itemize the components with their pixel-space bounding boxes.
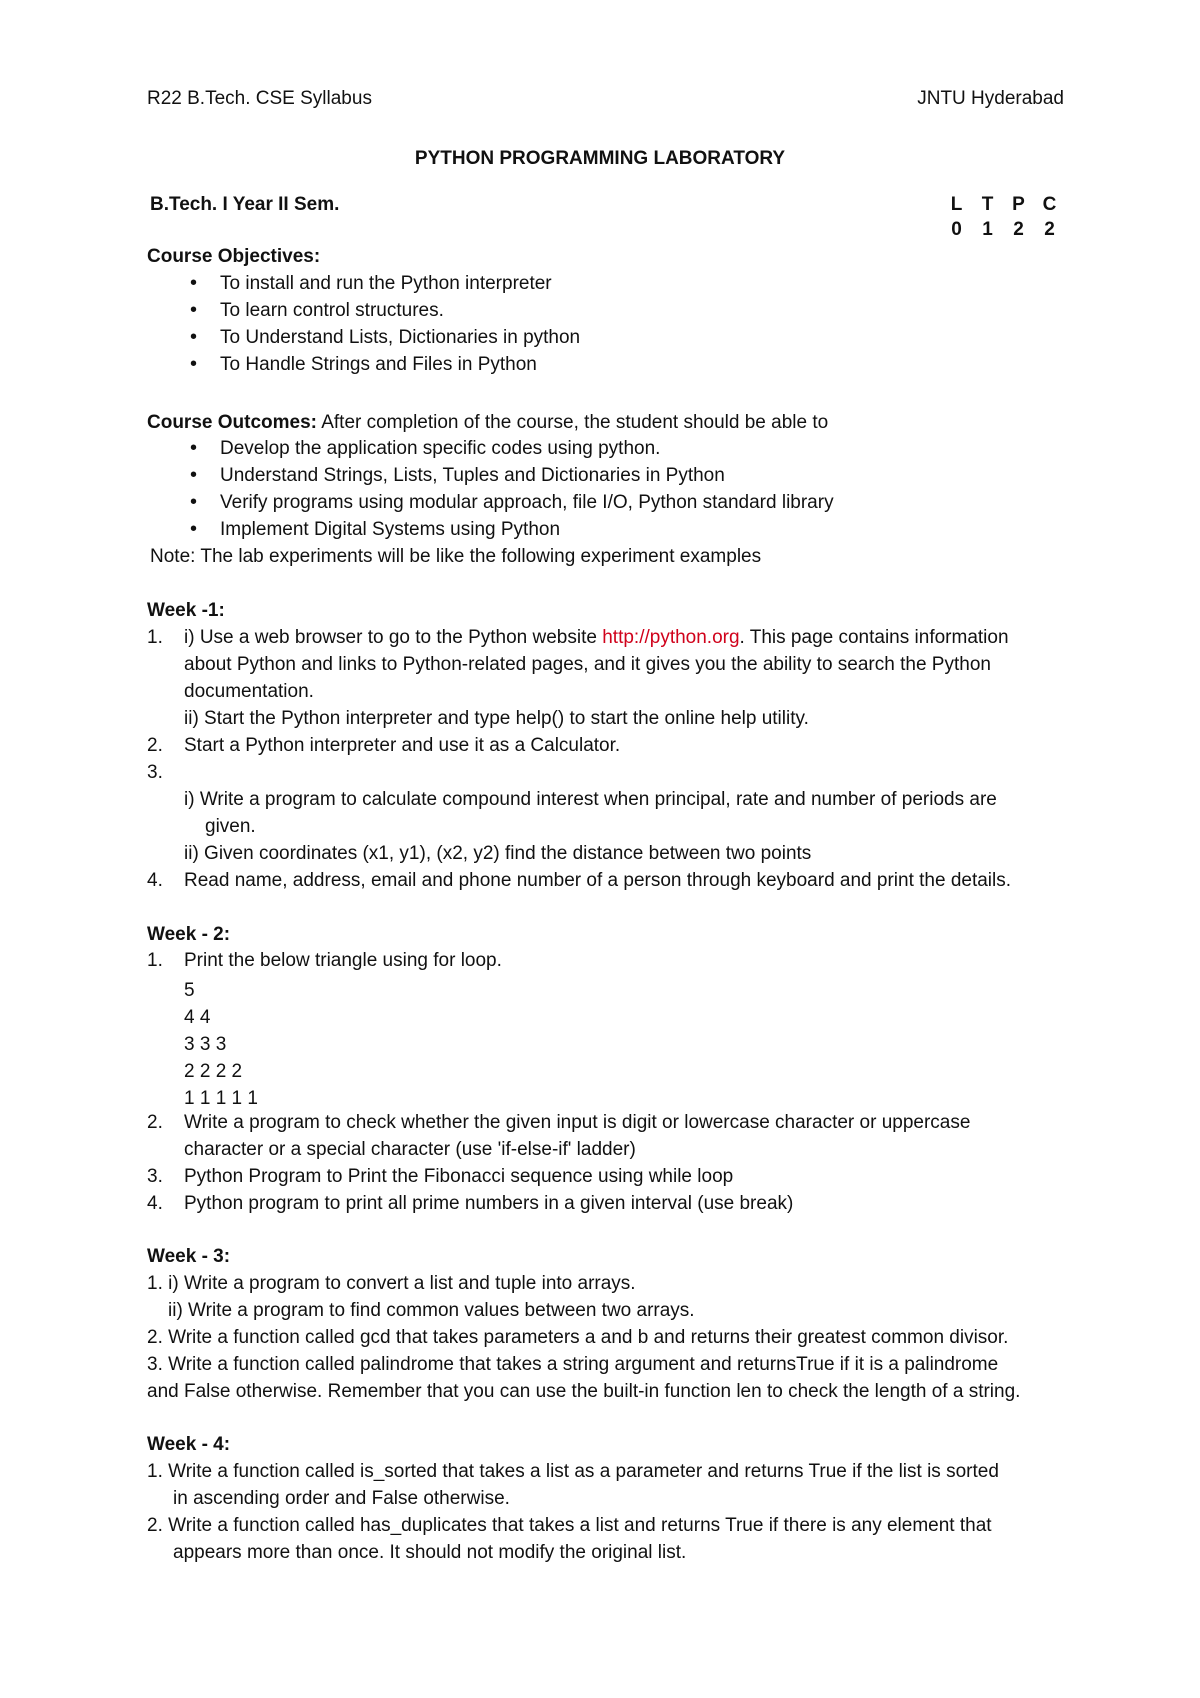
objectives-list — [147, 270, 580, 378]
week1-item1-line1 — [184, 627, 1009, 649]
ltpc-value: 2 — [1013, 219, 1024, 240]
item-number: 4. — [147, 1193, 163, 1214]
ltpc-letter: L — [950, 194, 963, 215]
semester-label: B.Tech. I Year II Sem. — [150, 194, 340, 215]
item-number: 3. — [147, 1166, 163, 1187]
week1-heading: Week -1: — [147, 600, 225, 621]
week2-item2-line1: Write a program to check whether the given input is digit or lowercase character or uppercase — [184, 1112, 971, 1133]
ltpc-letter: C — [1042, 194, 1057, 215]
list-item: • Verify programs using modular approach, file I/O, Python standard library — [147, 489, 834, 516]
week3-item1-line2: ii) Write a program to find common values between two arrays. — [168, 1300, 695, 1321]
week1-item3-line3: ii) Given coordinates (x1, y1), (x2, y2) find the distance between two points — [184, 843, 812, 864]
triangle-row: 3 3 3 — [184, 1034, 227, 1055]
week3-item3-line1: 3. Write a function called palindrome that takes a string argument and returnsTrue if it is a palindrome — [147, 1354, 999, 1375]
item-number: 3. — [147, 762, 163, 783]
list-item: • To learn control structures. — [147, 297, 580, 324]
week1-item1-line4: ii) Start the Python interpreter and type help() to start the online help utility. — [184, 708, 809, 729]
ltpc-letter: P — [1012, 194, 1025, 215]
week1-item3-line2: given. — [205, 816, 256, 837]
ltpc-value: 2 — [1044, 219, 1055, 240]
outcomes-list — [147, 435, 834, 543]
item-number: 2. — [147, 1112, 163, 1133]
week2-item3: Python Program to Print the Fibonacci sequence using while loop — [184, 1166, 734, 1187]
triangle-row: 1 1 1 1 1 — [184, 1088, 258, 1109]
week3-item3-line2: and False otherwise. Remember that you can use the built-in function len to check the length of a string. — [147, 1381, 1021, 1402]
week2-item2-line2: character or a special character (use 'if-else-if' ladder) — [184, 1139, 636, 1160]
list-item: • To Understand Lists, Dictionaries in python — [147, 324, 580, 351]
list-item: • To install and run the Python interpreter — [147, 270, 580, 297]
triangle-row: 5 — [184, 980, 195, 1001]
item-number: 1. — [147, 627, 163, 648]
ltpc-value: 1 — [982, 219, 993, 240]
week4-item2-line2: appears more than once. It should not modify the original list. — [173, 1542, 687, 1563]
week4-item1-line2: in ascending order and False otherwise. — [173, 1488, 510, 1509]
triangle-row: 2 2 2 2 — [184, 1061, 243, 1082]
outcomes-intro-line — [147, 412, 828, 434]
week4-item1-line1: 1. Write a function called is_sorted that takes a list as a parameter and returns True if the list is sorted — [147, 1461, 999, 1482]
ltpc-letters — [941, 194, 1065, 216]
week1-item2: Start a Python interpreter and use it as a Calculator. — [184, 735, 621, 756]
ltpc-letter: T — [981, 194, 994, 215]
objectives-heading: Course Objectives: — [147, 246, 321, 267]
ltpc-value: 0 — [951, 219, 962, 240]
item-number: 2. — [147, 735, 163, 756]
list-item: • Develop the application specific codes using python. — [147, 435, 834, 462]
ltpc-values — [941, 219, 1065, 241]
note-text: Note: The lab experiments will be like the following experiment examples — [150, 546, 762, 567]
outcomes-heading: Course Outcomes: — [147, 412, 317, 433]
page-title: PYTHON PROGRAMMING LABORATORY — [414, 148, 786, 169]
week2-heading: Week - 2: — [147, 924, 231, 945]
list-item: • Implement Digital Systems using Python — [147, 516, 834, 543]
header-left: R22 B.Tech. CSE Syllabus — [147, 88, 372, 109]
week2-item4: Python program to print all prime numbers in a given interval (use break) — [184, 1193, 794, 1214]
week1-item4: Read name, address, email and phone number of a person through keyboard and print the details. — [184, 870, 1012, 891]
item-number: 4. — [147, 870, 163, 891]
list-item: • Understand Strings, Lists, Tuples and Dictionaries in Python — [147, 462, 834, 489]
python-org-link[interactable]: http://python.org — [602, 627, 740, 648]
item-number: 1. — [147, 950, 163, 971]
header-right: JNTU Hyderabad — [917, 88, 1064, 109]
week3-heading: Week - 3: — [147, 1246, 231, 1267]
week1-item1-line3: documentation. — [184, 681, 314, 702]
week3-item1-line1: 1. i) Write a program to convert a list and tuple into arrays. — [147, 1273, 636, 1294]
week4-item2-line1: 2. Write a function called has_duplicates that takes a list and returns True if there is any element that — [147, 1515, 992, 1536]
week1-item1-line2: about Python and links to Python-related pages, and it gives you the ability to search the Python — [184, 654, 991, 675]
week3-item2: 2. Write a function called gcd that takes parameters a and b and returns their greatest common divisor. — [147, 1327, 1009, 1348]
week4-heading: Week - 4: — [147, 1434, 231, 1455]
week2-item1: Print the below triangle using for loop. — [184, 950, 502, 971]
list-item: • To Handle Strings and Files in Python — [147, 351, 580, 378]
triangle-row: 4 4 — [184, 1007, 211, 1028]
text: i) Use a web browser to go to the Python website — [184, 627, 603, 648]
outcomes-intro: After completion of the course, the student should be able to — [316, 412, 829, 433]
week1-item3-line1: i) Write a program to calculate compound interest when principal, rate and number of periods are — [184, 789, 997, 810]
text: . This page contains information — [739, 627, 1009, 648]
